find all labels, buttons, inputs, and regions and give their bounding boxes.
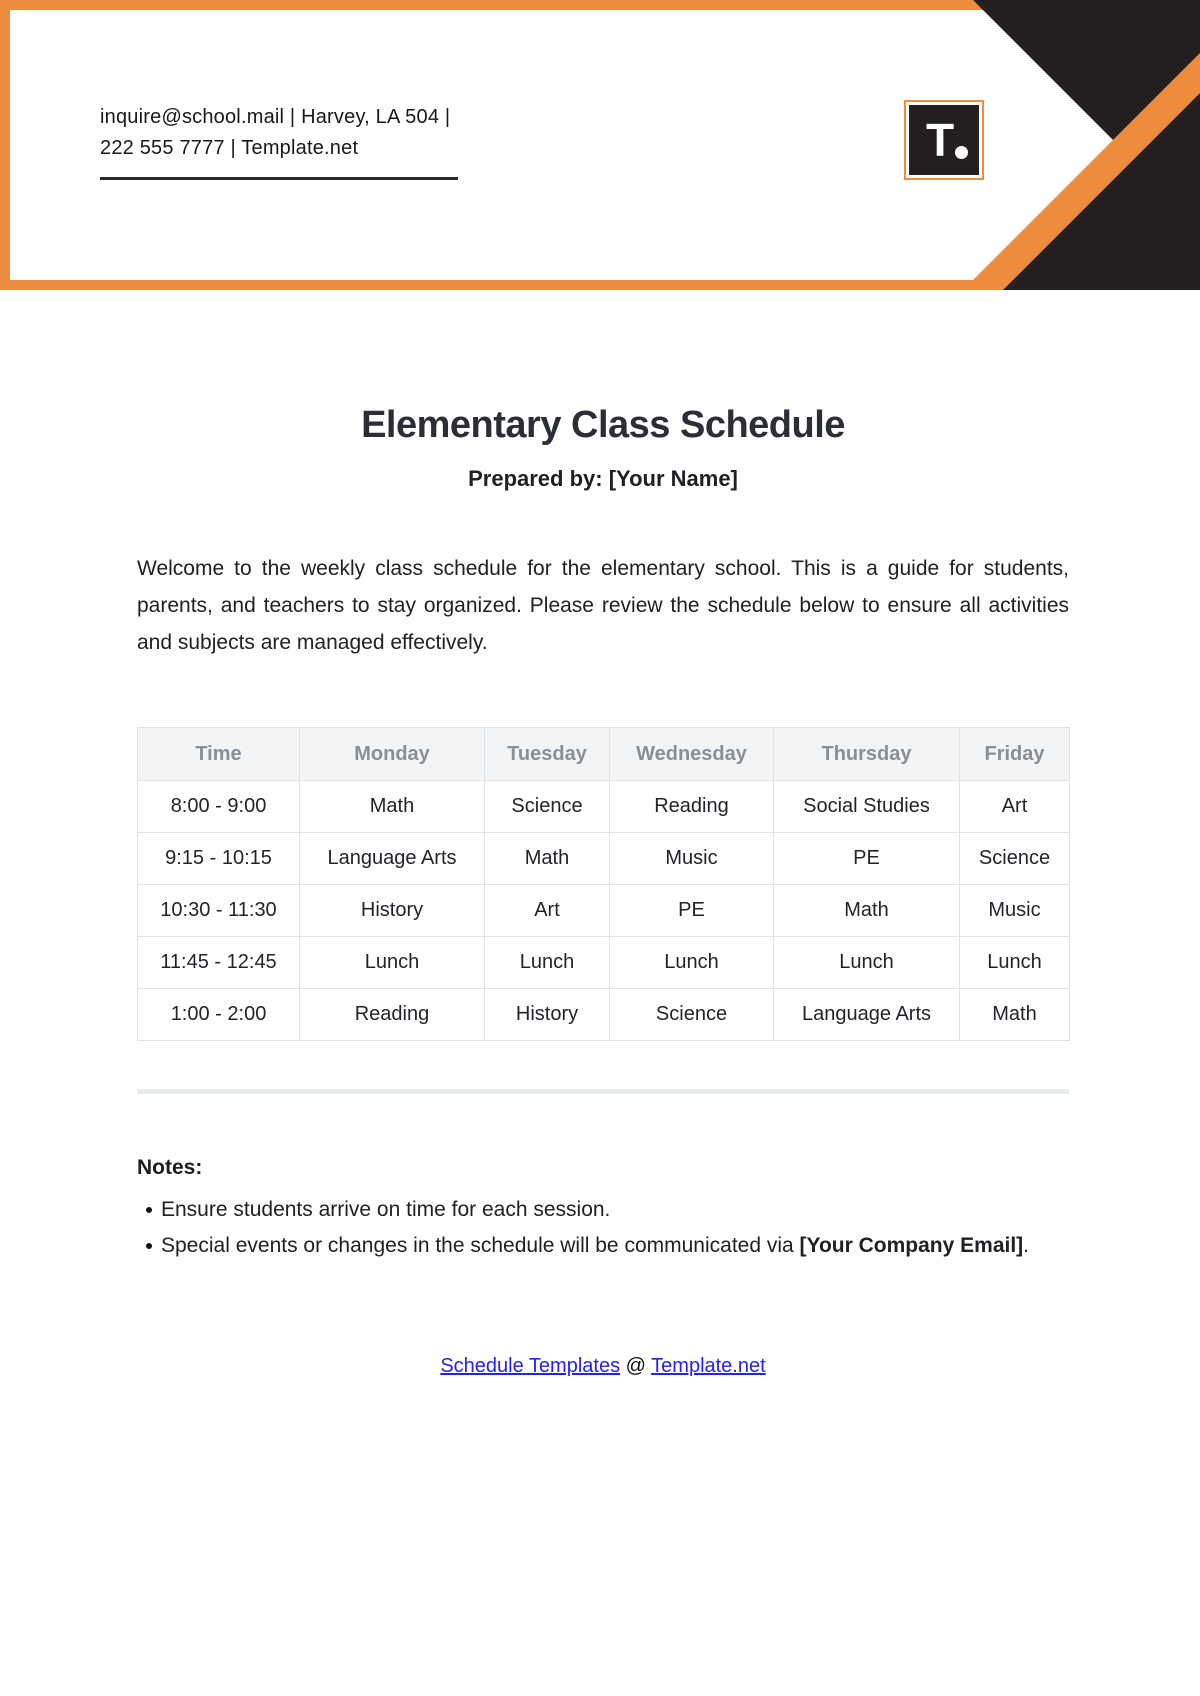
cell-subject: Art — [485, 885, 610, 937]
logo-letter-t: T — [925, 114, 955, 166]
table-row — [138, 833, 1070, 885]
list-item — [137, 1228, 1069, 1264]
template-net-link[interactable]: Template.net — [651, 1355, 766, 1377]
cell-subject: Language Arts — [774, 989, 960, 1041]
note-text-end: . — [1023, 1234, 1030, 1257]
cell-time: 10:30 - 11:30 — [138, 885, 300, 937]
logo-dot — [955, 146, 968, 159]
note-text: Ensure students arrive on time for each session. — [161, 1198, 611, 1221]
cell-time: 8:00 - 9:00 — [138, 781, 300, 833]
cell-subject: Music — [610, 833, 774, 885]
contact-info — [100, 102, 450, 164]
document-body — [137, 402, 1069, 1380]
table-row — [138, 781, 1070, 833]
cell-subject: Math — [774, 885, 960, 937]
prepared-by-line — [137, 464, 1069, 494]
notes-list — [137, 1192, 1069, 1264]
cell-subject: Reading — [300, 989, 485, 1041]
col-header-monday: Monday — [300, 728, 485, 781]
cell-subject: Reading — [610, 781, 774, 833]
page-title: Elementary Class Schedule — [361, 404, 845, 446]
intro-paragraph: Welcome to the weekly class schedule for the elementary school. This is a guide for students, parents, and teachers to stay organized. Please review the schedule below to ensure all activities and subjects are managed effectively. — [137, 557, 1069, 654]
cell-subject: Music — [960, 885, 1070, 937]
table-row — [138, 989, 1070, 1041]
cell-subject: Lunch — [485, 937, 610, 989]
footer-separator: @ — [625, 1355, 646, 1377]
cell-subject: Language Arts — [300, 833, 485, 885]
cell-time: 11:45 - 12:45 — [138, 937, 300, 989]
prepared-by-label: Prepared by: — [468, 466, 603, 491]
cell-subject: Math — [960, 989, 1070, 1041]
footer-credit — [137, 1352, 1069, 1380]
template-net-logo — [904, 100, 984, 180]
cell-subject: Social Studies — [774, 781, 960, 833]
table-header-row — [138, 728, 1070, 781]
cell-subject: Lunch — [300, 937, 485, 989]
cell-subject: Art — [960, 781, 1070, 833]
logo-dark-square — [909, 105, 979, 175]
cell-subject: Science — [610, 989, 774, 1041]
notes-heading: Notes: — [137, 1156, 203, 1179]
schedule-templates-link[interactable]: Schedule Templates — [440, 1355, 621, 1377]
col-header-thursday: Thursday — [774, 728, 960, 781]
cell-subject: Math — [485, 833, 610, 885]
cell-subject: Lunch — [610, 937, 774, 989]
contact-underline — [100, 177, 458, 180]
cell-time: 9:15 - 10:15 — [138, 833, 300, 885]
cell-subject: History — [485, 989, 610, 1041]
cell-subject: PE — [774, 833, 960, 885]
cell-subject: Math — [300, 781, 485, 833]
table-row — [138, 937, 1070, 989]
col-header-tuesday: Tuesday — [485, 728, 610, 781]
cell-subject: Lunch — [960, 937, 1070, 989]
contact-line-2: 222 555 7777 | Template.net — [100, 137, 359, 159]
note-bold-placeholder: [Your Company Email] — [799, 1234, 1024, 1257]
contact-line-1: inquire@school.mail | Harvey, LA 504 | — [100, 106, 451, 128]
col-header-friday: Friday — [960, 728, 1070, 781]
orange-border-left — [0, 0, 10, 290]
cell-subject: History — [300, 885, 485, 937]
col-header-time: Time — [138, 728, 300, 781]
section-divider — [137, 1089, 1069, 1094]
note-text: Special events or changes in the schedule will be communicated via — [161, 1234, 800, 1257]
cell-subject: Science — [485, 781, 610, 833]
cell-time: 1:00 - 2:00 — [138, 989, 300, 1041]
prepared-by-value: [Your Name] — [608, 466, 738, 491]
cell-subject: PE — [610, 885, 774, 937]
col-header-wednesday: Wednesday — [610, 728, 774, 781]
header-band — [0, 0, 1200, 290]
cell-subject: Lunch — [774, 937, 960, 989]
list-item — [137, 1192, 1069, 1228]
cell-subject: Science — [960, 833, 1070, 885]
class-schedule-table — [137, 727, 1070, 1041]
table-row — [138, 885, 1070, 937]
